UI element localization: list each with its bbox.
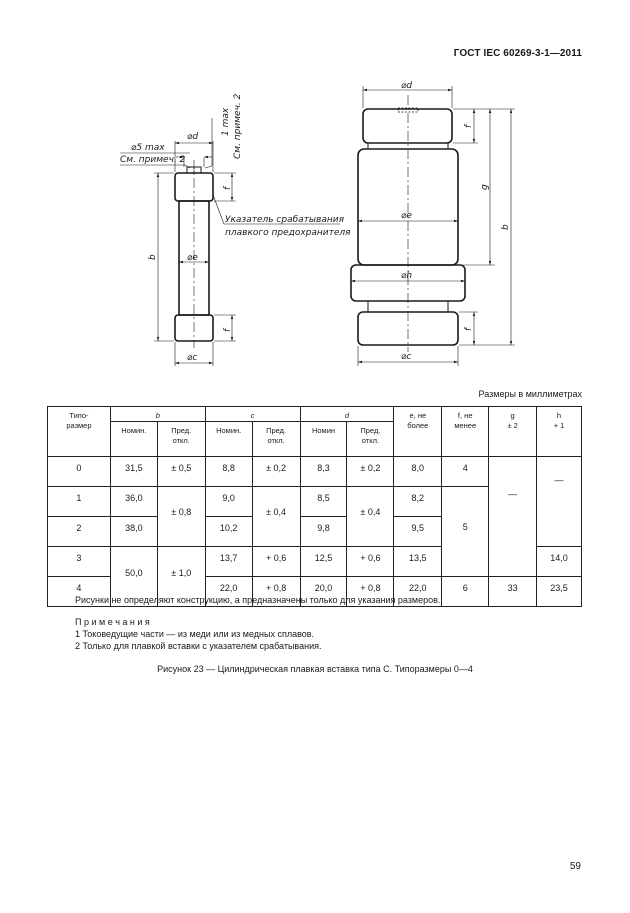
header-c: c <box>205 407 300 422</box>
note-2: 2 Только для плавкой вставки с указателем срабатывания. <box>75 641 322 651</box>
small-max1-label: 1 max <box>221 107 231 136</box>
small-d-label: ⌀d <box>187 132 199 142</box>
large-fuse <box>351 95 465 352</box>
header-e: e, не более <box>394 407 442 457</box>
document-header: ГОСТ IEC 60269-3-1—2011 <box>453 48 582 59</box>
table-row: 4 22,0 + 0,8 20,0 + 0,8 22,0 6 33 23,5 <box>48 577 582 607</box>
header-f: f, не менее <box>442 407 489 457</box>
table-row: 2 38,0 10,2 9,8 9,5 <box>48 517 582 547</box>
header-h: h + 1 <box>537 407 582 457</box>
large-g-label: g <box>480 184 490 190</box>
header-b-pred: Пред. откл. <box>157 422 205 457</box>
header-g: g ± 2 <box>489 407 537 457</box>
large-e-label: ⌀e <box>401 211 412 221</box>
large-c-label: ⌀c <box>401 352 412 362</box>
h-merged-cell: — <box>537 457 582 547</box>
small-note2-label: См. примеч. 2 <box>120 155 186 165</box>
technical-drawing <box>0 0 630 380</box>
header-tiporazmer: Типо- размер <box>48 407 111 457</box>
table-row: 0 31,5 ± 0,5 8,8 ± 0,2 8,3 ± 0,2 8,0 4 — — <box>48 457 582 487</box>
table-header-row-1 <box>48 407 582 422</box>
small-e-label: ⌀e <box>187 253 198 263</box>
small-f-bottom-label: f <box>223 328 233 332</box>
header-b-nomin: Номин. <box>110 422 157 457</box>
table-row: 1 36,0 ± 0,8 9,0 ± 0,4 8,5 ± 0,4 8,2 5 <box>48 487 582 517</box>
note-1: 1 Токоведущие части — из меди или из медных сплавов. <box>75 629 315 639</box>
units-note: Размеры в миллиметрах <box>478 389 582 399</box>
header-b: b <box>110 407 205 422</box>
large-f-bottom-label: f <box>464 327 474 331</box>
large-d-label: ⌀d <box>401 81 413 91</box>
large-f-top-label: f <box>464 124 474 128</box>
small-c-label: ⌀c <box>187 353 198 363</box>
figure-caption: Рисунок 23 — Цилиндрическая плавкая вставка типа С. Типоразмеры 0—4 <box>157 664 473 674</box>
header-d: d <box>300 407 394 422</box>
header-c-pred: Пред. откл. <box>252 422 300 457</box>
indicator-label-1: Указатель срабатывания <box>225 215 344 225</box>
table-row: 3 50,0 ± 1,0 13,7 + 0,6 12,5 + 0,6 13,5 14,0 <box>48 547 582 577</box>
header-c-nomin: Номин. <box>205 422 252 457</box>
page-number: 59 <box>569 861 581 872</box>
small-d5max-label: ⌀5 max <box>131 143 165 153</box>
notes-title: П р и м е ч а н и я <box>75 617 150 627</box>
disclaimer-text: Рисунки не определяют конструкцию, а предназначены только для указания размеров. <box>75 595 441 605</box>
indicator-label-2: плавкого предохранителя <box>225 228 351 238</box>
header-d-pred: Пред. откл. <box>347 422 394 457</box>
large-fuse-dimensions <box>351 86 515 366</box>
small-note2-vertical-label: См. примеч. 2 <box>233 93 243 159</box>
small-b-label: b <box>148 254 158 260</box>
small-f-top-label: f <box>223 186 233 190</box>
g-merged-cell: — <box>489 457 537 577</box>
dimensions-table <box>47 406 582 607</box>
large-b-label: b <box>501 224 511 230</box>
header-d-nomin: Номин <box>300 422 347 457</box>
large-h-label: ⌀h <box>401 271 413 281</box>
